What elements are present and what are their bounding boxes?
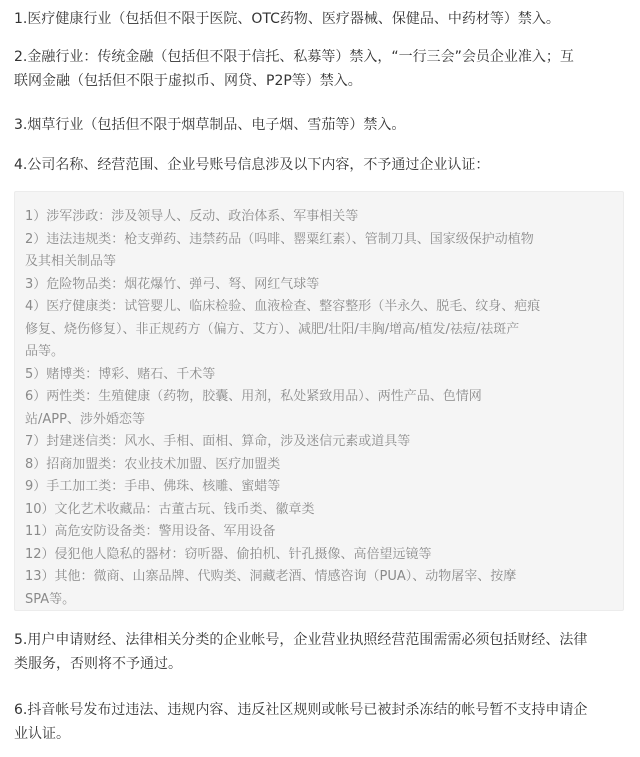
- blockquote-line: 3）危险物品类：烟花爆竹、弹弓、弩、网红气球等: [25, 276, 320, 292]
- paragraph-line: 2.金融行业：传统金融（包括但不限于信托、私募等）禁入，“一行三会”会员企业准入；互: [14, 49, 574, 65]
- paragraph-6-douyin-account: [14, 698, 626, 746]
- blockquote-line: SPA等。: [25, 591, 76, 607]
- blockquote-line: 12）侵犯他人隐私的器材：窃听器、偷拍机、针孔摄像、高倍望远镜等: [25, 546, 432, 562]
- blockquote-line: 7）封建迷信类：风水、手相、面相、算命，涉及迷信元素或道具等: [25, 434, 411, 449]
- blockquote-line: 6）两性类：生殖健康（药物，胶囊、用剂，私处紧致用品）、两性产品、色情网: [25, 389, 482, 404]
- paragraph-3-tobacco: [14, 113, 626, 137]
- paragraph-line: 5.用户申请财经、法律相关分类的企业帐号，企业营业执照经营范围需需必须包括财经、法律: [14, 632, 588, 648]
- paragraph-line: 1.医疗健康行业（包括但不限于医院、OTC药物、医疗器械、保健品、中药材等）禁入。: [14, 11, 560, 27]
- blockquote-lines: [25, 206, 621, 611]
- paragraph-line: 4.公司名称、经营范围、企业号账号信息涉及以下内容，不予通过企业认证：: [14, 157, 490, 173]
- blockquote-line: 8）招商加盟类：农业技术加盟、医疗加盟类: [25, 456, 281, 472]
- blockquote-line: 10）文化艺术收藏品：古董古玩、钱币类、徽章类: [25, 501, 315, 517]
- blockquote-line: 及其相关制品等: [25, 254, 117, 269]
- paragraph-line: 3.烟草行业（包括但不限于烟草制品、电子烟、雪茄等）禁入。: [14, 117, 406, 133]
- paragraph-line: 类服务，否则将不予通过。: [14, 656, 182, 672]
- blockquote-line: 9）手工加工类：手串、佛珠、核雕、蜜蜡等: [25, 479, 281, 494]
- restricted-content-blockquote: [14, 191, 624, 611]
- paragraph-2-finance: [14, 45, 626, 93]
- blockquote-line: 11）高危安防设备类：警用设备、军用设备: [25, 524, 276, 539]
- blockquote-line: 2）违法违规类：枪支弹药、违禁药品（吗啡、罂粟红素）、管制刀具、国家级保护动植物: [25, 231, 534, 247]
- paragraph-line: 6.抖音帐号发布过违法、违规内容、违反社区规则或帐号已被封杀冻结的帐号暂不支持申请企: [14, 702, 588, 718]
- paragraph-line: 业认证。: [14, 726, 70, 742]
- paragraph-1-healthcare: [14, 7, 626, 31]
- blockquote-line: 13）其他：微商、山寨品牌、代购类、洞藏老酒、情感咨询（PUA）、动物屠宰、按摩: [25, 569, 517, 584]
- paragraph-5-finance-law: [14, 628, 626, 676]
- blockquote-line: 品等。: [25, 344, 65, 359]
- paragraph-line: 联网金融（包括但不限于虚拟币、网贷、P2P等）禁入。: [14, 73, 362, 89]
- blockquote-line: 4）医疗健康类：试管婴儿、临床检验、血液检查、整容整形（半永久、脱毛、纹身、疤痕: [25, 299, 541, 314]
- blockquote-line: 1）涉军涉政：涉及领导人、反动、政治体系、军事相关等: [25, 209, 359, 224]
- paragraph-4-company-info: [14, 153, 626, 177]
- blockquote-line: 5）赌博类：博彩、赌石、千术等: [25, 366, 216, 382]
- blockquote-line: 修复、烧伤修复）、非正规药方（偏方、艾方）、减肥/壮阳/丰胸/增高/植发/祛痘/祛斑产: [25, 321, 520, 337]
- blockquote-line: 站/APP、涉外婚恋等: [25, 411, 145, 427]
